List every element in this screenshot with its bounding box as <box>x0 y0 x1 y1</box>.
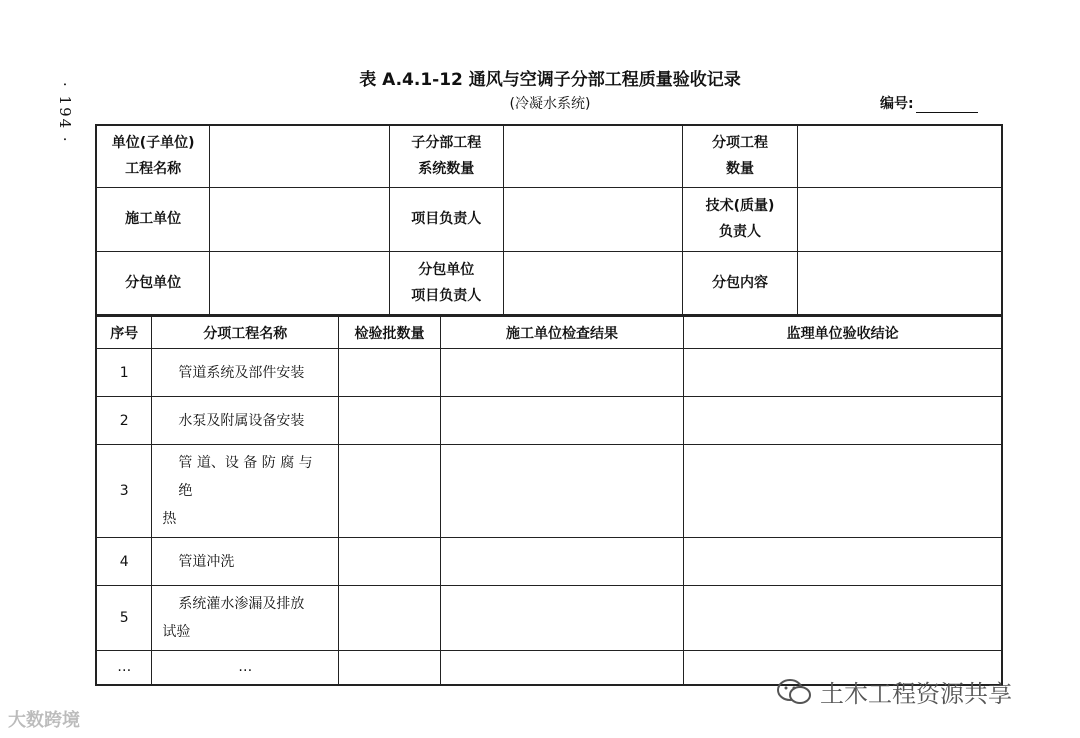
info-row <box>96 187 1002 251</box>
unit-project-name-label: 单位(子单位) 工程名称 <box>96 125 210 187</box>
table-title: 表 A.4.1-12 通风与空调子分部工程质量验收记录 <box>359 70 741 90</box>
row-construction-result <box>440 538 683 586</box>
technical-lead-label: 技术(质量) 负责人 <box>683 187 798 251</box>
subcontractor-label: 分包单位 <box>96 251 210 315</box>
row-supervision-conclusion <box>684 586 1002 651</box>
row-batch-count <box>339 397 441 445</box>
page-number: · 194 · <box>56 82 74 144</box>
row-construction-result <box>440 445 683 538</box>
row-item-name: 管道系统及部件安装 <box>152 349 339 397</box>
table-row <box>96 349 1002 397</box>
serial-number-field <box>880 93 978 113</box>
table-row <box>96 538 1002 586</box>
row-supervision-conclusion <box>684 445 1002 538</box>
table-row <box>96 397 1002 445</box>
construction-unit-value <box>210 187 390 251</box>
inspection-items-table <box>95 316 1003 686</box>
row-construction-result <box>440 651 683 685</box>
sub-item-count-value <box>797 125 1002 187</box>
col-header-supervision-conclusion: 监理单位验收结论 <box>684 317 1002 349</box>
technical-lead-value <box>797 187 1002 251</box>
project-info-table <box>95 124 1003 316</box>
row-supervision-conclusion <box>684 538 1002 586</box>
row-number: 5 <box>96 586 152 651</box>
row-supervision-conclusion <box>684 397 1002 445</box>
watermark-left: 大数跨境 <box>8 710 80 731</box>
row-item-name: 管 道、设 备 防 腐 与 绝 热 <box>152 445 339 538</box>
row-item-name: … <box>152 651 339 685</box>
table-header-row <box>96 317 1002 349</box>
col-header-item-name: 分项工程名称 <box>152 317 339 349</box>
project-manager-label: 项目负责人 <box>389 187 503 251</box>
row-construction-result <box>440 397 683 445</box>
subcontract-content-label: 分包内容 <box>683 251 798 315</box>
row-item-name: 管道冲洗 <box>152 538 339 586</box>
row-construction-result <box>440 349 683 397</box>
construction-unit-label: 施工单位 <box>96 187 210 251</box>
row-number: 3 <box>96 445 152 538</box>
watermark-right <box>776 674 1012 709</box>
sub-division-count-value <box>503 125 683 187</box>
info-row <box>96 251 1002 315</box>
watermark-right-text: 土木工程资源共享 <box>820 680 1012 708</box>
row-number: 2 <box>96 397 152 445</box>
row-batch-count <box>339 445 441 538</box>
row-batch-count <box>339 651 441 685</box>
col-header-construction-result: 施工单位检查结果 <box>440 317 683 349</box>
col-header-batch-count: 检验批数量 <box>339 317 441 349</box>
subcontractor-manager-value <box>503 251 683 315</box>
project-manager-value <box>503 187 683 251</box>
row-item-name: 水泵及附属设备安装 <box>152 397 339 445</box>
subcontractor-value <box>210 251 390 315</box>
subcontractor-manager-label: 分包单位 项目负责人 <box>389 251 503 315</box>
subcontract-content-value <box>797 251 1002 315</box>
row-number: … <box>96 651 152 685</box>
table-subtitle: (冷凝水系统) <box>509 96 591 112</box>
table-row <box>96 445 1002 538</box>
serial-number-label: 编号: <box>880 96 914 112</box>
row-supervision-conclusion <box>684 349 1002 397</box>
sub-division-count-label: 子分部工程 系统数量 <box>389 125 503 187</box>
unit-project-name-value <box>210 125 390 187</box>
row-number: 4 <box>96 538 152 586</box>
row-construction-result <box>440 586 683 651</box>
row-batch-count <box>339 349 441 397</box>
row-batch-count <box>339 586 441 651</box>
row-number: 1 <box>96 349 152 397</box>
col-header-no: 序号 <box>96 317 152 349</box>
wechat-icon <box>776 678 812 706</box>
row-batch-count <box>339 538 441 586</box>
sub-item-count-label: 分项工程 数量 <box>683 125 798 187</box>
info-row <box>96 125 1002 187</box>
serial-number-blank <box>916 96 978 113</box>
table-row <box>96 586 1002 651</box>
row-item-name: 系统灌水渗漏及排放 试验 <box>152 586 339 651</box>
